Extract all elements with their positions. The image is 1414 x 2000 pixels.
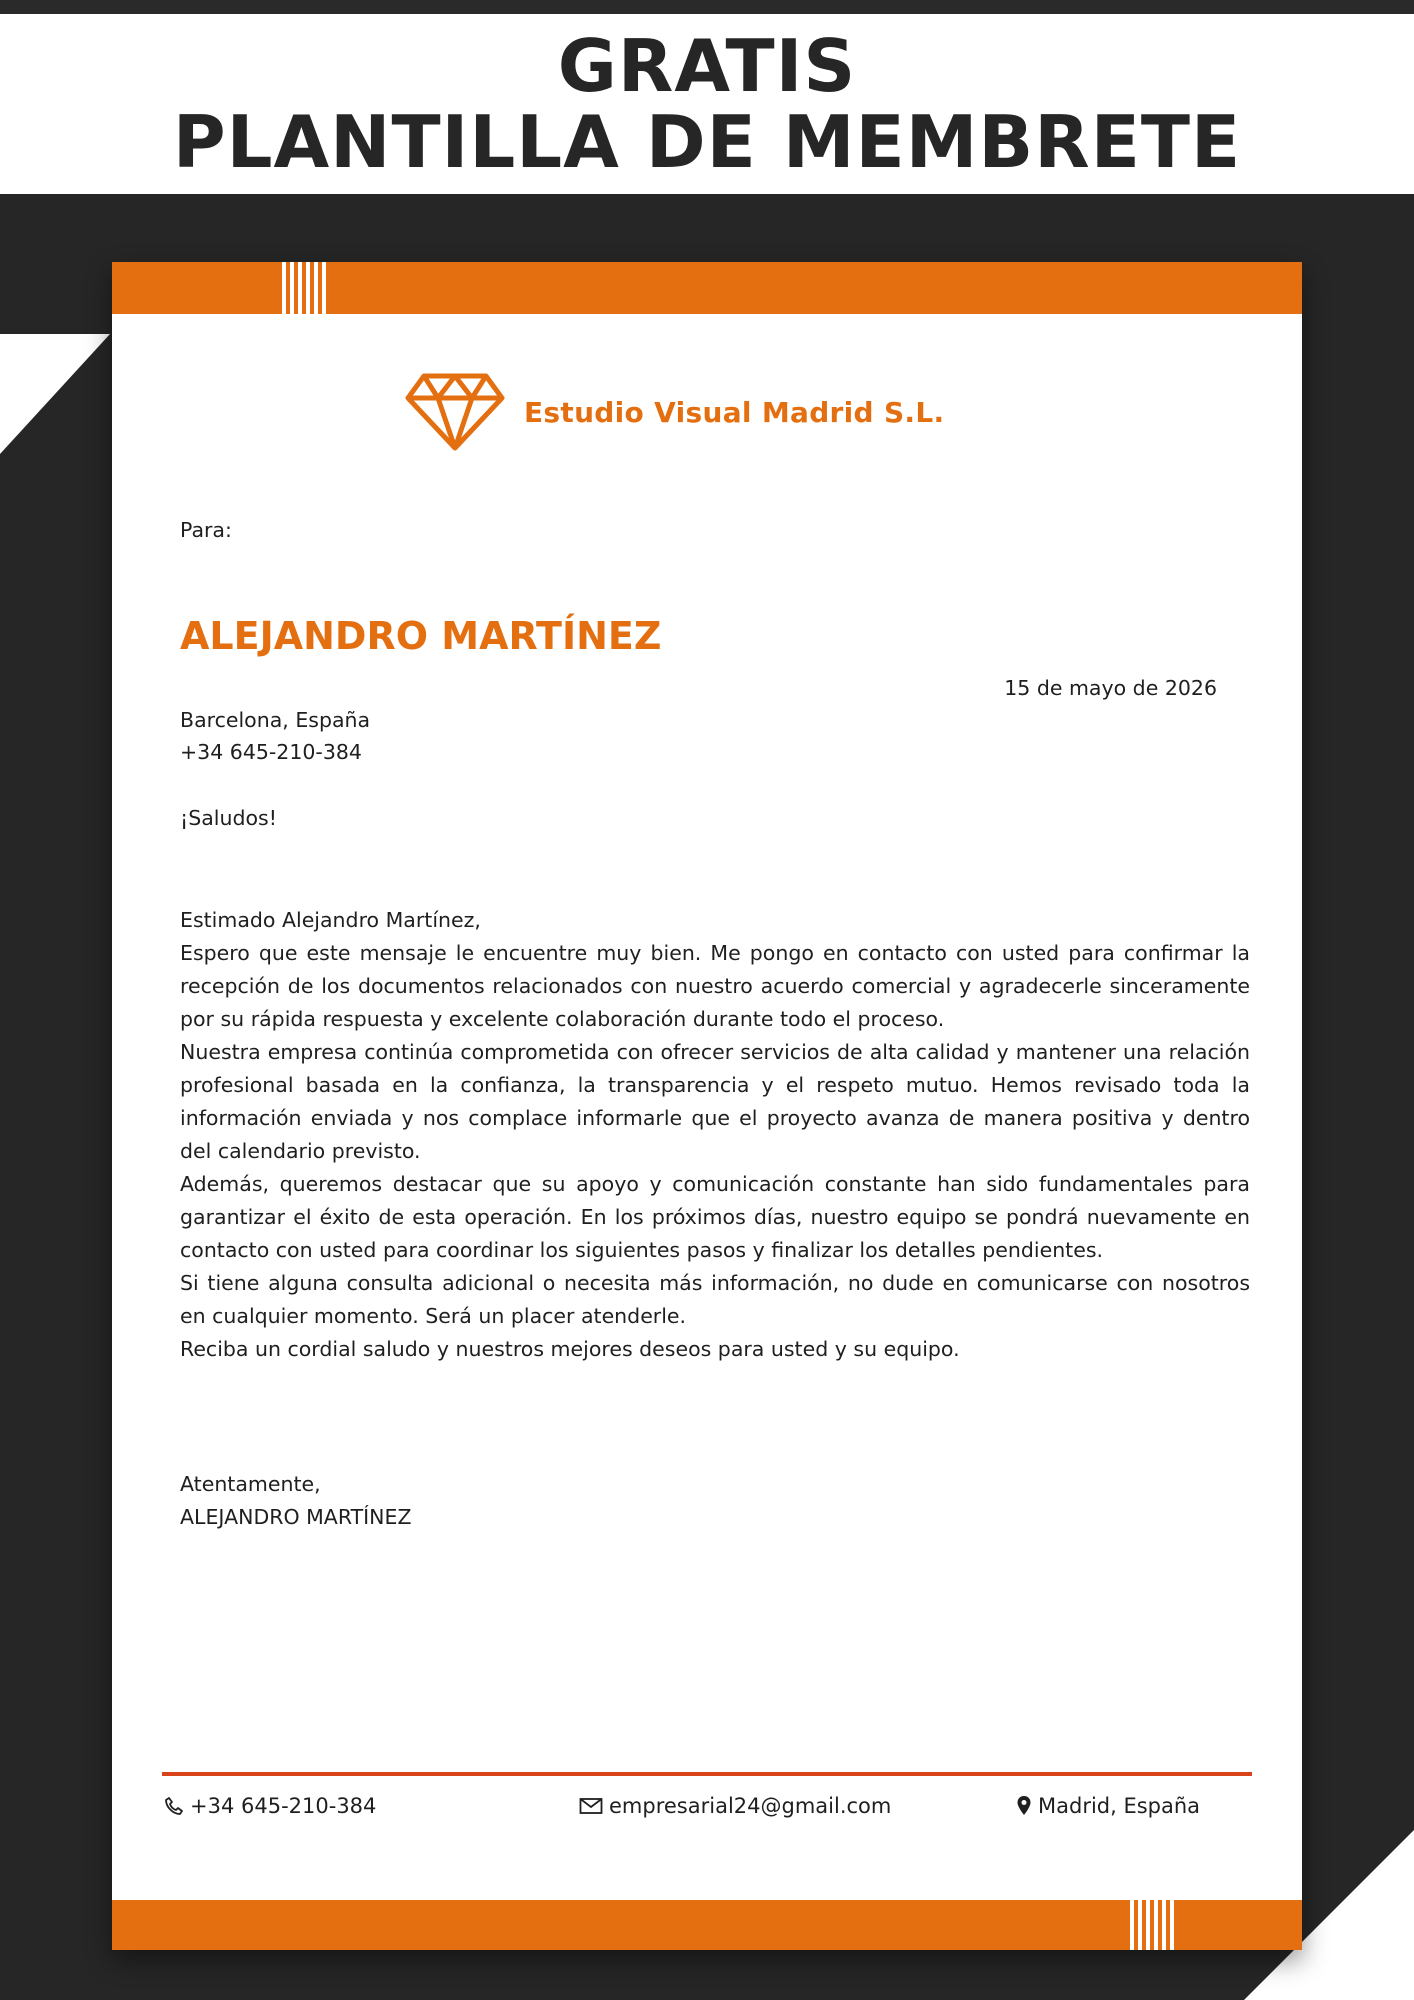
footer-email — [579, 1794, 891, 1818]
body-salutation: Estimado Alejandro Martínez, — [180, 908, 481, 932]
stripe-decoration — [1130, 1900, 1174, 1950]
promo-header — [0, 14, 1414, 194]
letter-body — [180, 904, 1250, 1366]
stripe-decoration — [282, 262, 326, 314]
footer-phone-text: +34 645-210-384 — [190, 1794, 377, 1818]
header-line-2: PLANTILLA DE MEMBRETE — [172, 100, 1242, 184]
footer-phone — [164, 1794, 376, 1818]
body-paragraph: Si tiene alguna consulta adicional o necesita más información, no dude en comunicarse con nosotros en cualquier momento. Será un placer atenderle. — [180, 1271, 1250, 1328]
recipient-name: ALEJANDRO MARTÍNEZ — [180, 614, 662, 658]
footer-location-text: Madrid, España — [1038, 1794, 1201, 1818]
map-pin-icon — [1016, 1795, 1032, 1817]
to-label: Para: — [180, 518, 232, 542]
decor-triangle — [0, 334, 110, 454]
footer-location — [1016, 1794, 1200, 1818]
body-paragraph: Nuestra empresa continúa comprometida con ofrecer servicios de alta calidad y mantener una relación profesional basada en la confianza, la transparencia y el respeto mutuo. Hemos revisado toda la información enviada y nos complace informarle que el proyecto avanza de manera positiva y dentro del calendario previsto. — [180, 1040, 1250, 1163]
envelope-icon — [579, 1797, 603, 1815]
diamond-icon — [404, 372, 506, 452]
phone-icon — [164, 1796, 184, 1816]
recipient-city: Barcelona, España — [180, 708, 371, 732]
company-name: Estudio Visual Madrid S.L. — [524, 395, 945, 429]
header-line-1: GRATIS — [557, 24, 857, 108]
footer-divider — [162, 1772, 1252, 1776]
body-paragraph: Espero que este mensaje le encuentre muy bien. Me pongo en contacto con usted para confirmar la recepción de los documentos relacionados con nuestro acuerdo comercial y agradecerle sinceramente por su rápida respuesta y excelente colaboración durante todo el proceso. — [180, 941, 1250, 1031]
greeting: ¡Saludos! — [180, 806, 277, 830]
footer-email-text: empresarial24@gmail.com — [609, 1794, 892, 1818]
body-paragraph: Reciba un cordial saludo y nuestros mejores deseos para usted y su equipo. — [180, 1337, 960, 1361]
letterhead-page — [112, 262, 1302, 1950]
top-dark-strip — [0, 0, 1414, 14]
letter-date: 15 de mayo de 2026 — [1004, 676, 1217, 700]
company-logo — [404, 372, 944, 452]
recipient-phone: +34 645-210-384 — [180, 740, 362, 764]
bottom-orange-band — [112, 1900, 1302, 1950]
signature-name: ALEJANDRO MARTÍNEZ — [180, 1505, 412, 1529]
body-paragraph: Además, queremos destacar que su apoyo y comunicación constante han sido fundamentales para garantizar el éxito de esta operación. En los próximos días, nuestro equipo se pondrá nuevamente en contacto con usted para coordinar los siguientes pasos y finalizar los detalles pendientes. — [180, 1172, 1250, 1262]
top-orange-band — [112, 262, 1302, 314]
closing: Atentamente, — [180, 1472, 321, 1496]
